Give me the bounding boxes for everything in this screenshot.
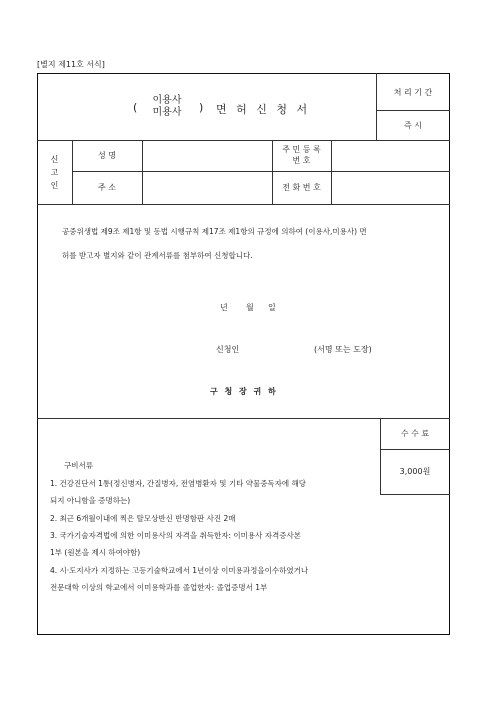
resident-number-label: 주 민 등 록 번 호 (282, 145, 321, 165)
phone-field[interactable] (332, 172, 449, 203)
applicant-sign-label: 신청인 (216, 345, 240, 354)
processing-period-label: 처 리 기 간 (393, 88, 433, 97)
address-label: 주 소 (98, 183, 116, 192)
table-bottom-line (37, 204, 450, 205)
address-field[interactable] (143, 172, 271, 203)
documents-item: 1부 (원본을 제시 하여야함) (50, 548, 141, 557)
title-option-beautician: 미용사 (152, 107, 182, 118)
fee-value: 3,000원 (399, 467, 431, 476)
fee-bottom-line (380, 494, 450, 495)
applicant-col-line (72, 140, 73, 204)
documents-item: 4. 시·도지사가 지정하는 고등기술학교에서 1년이상 이미용과정을이수하였거나 (50, 566, 309, 575)
statement-line-1: 공중위생법 제9조 제1항 및 동법 시행규칙 제17조 제1항의 규정에 의하여 (이용사,미용사) 면 (62, 227, 367, 236)
title-open-paren: ( (133, 101, 138, 114)
date-year-label: 년 (220, 303, 228, 312)
fee-row-line (380, 449, 450, 450)
resident-number-field[interactable] (332, 141, 449, 170)
addressee: 구 청 장 귀 하 (210, 387, 278, 396)
page-title: 면 허 신 청 서 (216, 103, 311, 116)
form-number-label: [별지 제11호 서식] (37, 60, 105, 69)
date-month-label: 월 (246, 303, 254, 312)
name-field[interactable] (143, 141, 271, 170)
phone-label: 전 화 번 호 (282, 183, 321, 192)
applicant-section-label: 신 고 인 (50, 155, 59, 190)
documents-item: 2. 최근 6개월이내에 찍은 탈모상반신 반명함판 사진 2매 (50, 514, 236, 523)
documents-item: 되지 아니함을 증명하는) (50, 496, 131, 505)
statement-line-2: 허를 받고자 별지와 같이 관계서류를 첨부하여 신청합니다. (62, 251, 253, 260)
title-options (147, 95, 187, 119)
name-label: 성 명 (98, 151, 116, 160)
processing-row-line (376, 110, 450, 111)
documents-item: 1. 건강진단서 1통(정신병자, 간질병자, 전염병환자 및 기타 약물중독자에 해당 (50, 479, 307, 488)
documents-top-line (37, 418, 450, 419)
date-day-label: 일 (268, 303, 276, 312)
documents-heading: 구비서류 (64, 461, 93, 470)
processing-period-value: 즉 시 (404, 121, 422, 130)
documents-item: 3. 국가기술자격법에 의한 이미용사의 자격을 취득한자: 이미용사 자격증사본 (50, 531, 301, 540)
title-option-barber: 이용사 (152, 95, 182, 106)
title-close-paren: ) (199, 101, 204, 114)
signature-note: (서명 또는 도장) (314, 345, 372, 354)
fee-label: 수 수 료 (400, 429, 430, 438)
documents-item: 전문대학 이상의 학교에서 이미용학과를 졸업한자: 졸업증명서 1부 (50, 583, 268, 592)
